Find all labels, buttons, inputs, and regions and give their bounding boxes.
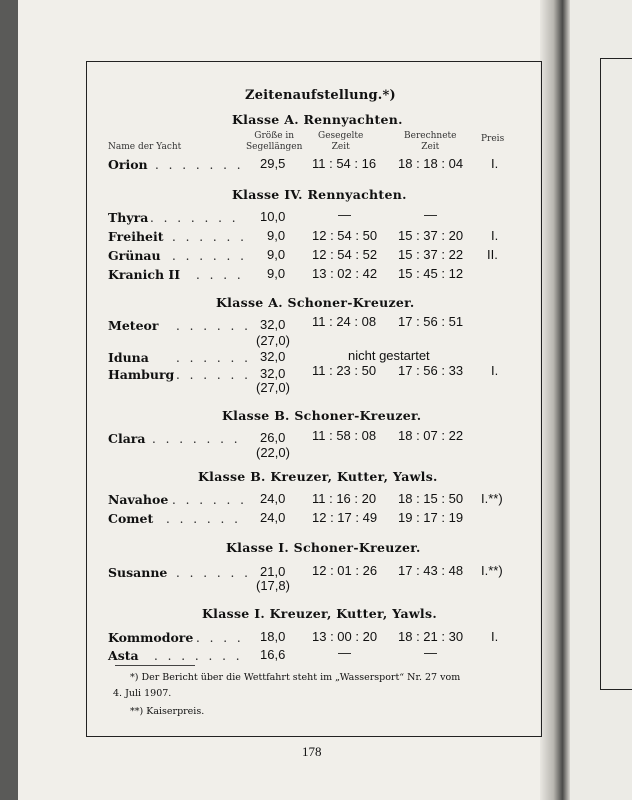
section-heading: Klasse B. Kreuzer, Kutter, Yawls.: [198, 469, 438, 484]
prize: I.: [491, 228, 499, 243]
size-value: 21,0: [260, 564, 286, 579]
leader-dots: . . . . . .: [176, 351, 251, 365]
calculated-time: 15 : 45 : 12: [398, 266, 464, 281]
footnote-1: *) Der Bericht über die Wettfahrt steht im „Wassersport“ Nr. 27 vom: [130, 672, 461, 683]
sailed-time: 11 : 24 : 08: [312, 314, 377, 329]
page-number: 178: [302, 744, 322, 759]
yacht-name: Grünau: [108, 248, 161, 263]
prize: I.**): [481, 563, 503, 578]
column-header-preis: Preis: [481, 134, 505, 144]
page-title: Zeitenaufstellung.*): [245, 88, 396, 103]
size-value: 29,5: [260, 156, 286, 171]
column-header-berechnete-zeit: Berechnete Zeit: [404, 131, 457, 152]
calculated-time: —: [424, 645, 437, 660]
sailed-time: 12 : 54 : 50: [312, 228, 378, 243]
leader-dots: . . . . . .: [176, 368, 251, 382]
not-started-note: nicht gestartet: [348, 348, 430, 363]
calculated-time: 18 : 21 : 30: [398, 629, 464, 644]
calculated-time: 15 : 37 : 22: [398, 247, 464, 262]
sailed-time: 13 : 02 : 42: [312, 266, 378, 281]
yacht-name: Freiheit: [108, 229, 164, 244]
size-value: 26,0: [260, 430, 286, 445]
size-value: 10,0: [260, 209, 286, 224]
footnote-rule: [115, 665, 195, 666]
sailed-time: 11 : 23 : 50: [312, 363, 377, 378]
yacht-name: Meteor: [108, 318, 159, 333]
sailed-time: 13 : 00 : 20: [312, 629, 378, 644]
yacht-name: Hamburg: [108, 367, 175, 382]
facing-page-edge: [570, 0, 632, 800]
yacht-name: Susanne: [108, 565, 168, 580]
size-value: 24,0: [260, 510, 286, 525]
size-value: 16,6: [260, 647, 286, 662]
calculated-time: 18 : 18 : 04: [398, 156, 464, 171]
prize: II.: [487, 247, 498, 262]
leader-dots: . . . . . . .: [152, 432, 241, 446]
size-value: 9,0: [267, 247, 286, 262]
size-value: 32,0: [260, 349, 286, 364]
prize: I.: [491, 363, 499, 378]
leader-dots: . . . . . . .: [154, 649, 243, 663]
yacht-name: Asta: [108, 648, 139, 663]
yacht-name: Comet: [108, 511, 154, 526]
sailed-time: —: [338, 207, 351, 222]
calculated-time: —: [424, 207, 437, 222]
leader-dots: . . . .: [196, 268, 244, 282]
scan-edge-left: [0, 0, 18, 800]
size-value-secondary: (17,8): [256, 578, 290, 593]
yacht-name: Clara: [108, 431, 146, 446]
leader-dots: . . . . . .: [172, 249, 247, 263]
sailed-time: 12 : 01 : 26: [312, 563, 378, 578]
yacht-name: Navahoe: [108, 492, 169, 507]
yacht-name: Thyra: [108, 210, 149, 225]
sailed-time: 11 : 54 : 16: [312, 156, 377, 171]
leader-dots: . . . . . .: [172, 493, 247, 507]
size-value: 32,0: [260, 317, 286, 332]
footnote-2: **) Kaiserpreis.: [130, 706, 205, 717]
size-value: 9,0: [267, 266, 286, 281]
sailed-time: 12 : 17 : 49: [312, 510, 378, 525]
leader-dots: . . . . . . .: [155, 158, 244, 172]
sailed-time: 12 : 54 : 52: [312, 247, 378, 262]
prize: I.**): [481, 491, 503, 506]
section-heading: Klasse B. Schoner-Kreuzer.: [222, 408, 422, 423]
leader-dots: . . . . . .: [172, 230, 247, 244]
leader-dots: . . . . . .: [176, 566, 251, 580]
sailed-time: 11 : 16 : 20: [312, 491, 377, 506]
leader-dots: . . . .: [196, 631, 244, 645]
calculated-time: 15 : 37 : 20: [398, 228, 464, 243]
yacht-name: Iduna: [108, 350, 149, 365]
leader-dots: . . . . . . .: [150, 211, 239, 225]
size-value-secondary: (27,0): [256, 333, 290, 348]
section-heading: Klasse I. Schoner-Kreuzer.: [226, 540, 421, 555]
leader-dots: . . . . . .: [166, 512, 241, 526]
column-header-groesse: Größe in Segellängen: [246, 131, 303, 152]
section-heading: Klasse I. Kreuzer, Kutter, Yawls.: [202, 606, 437, 621]
yacht-name: Kommodore: [108, 630, 194, 645]
facing-page-frame: [600, 58, 632, 690]
section-heading: Klasse A. Rennyachten.: [232, 112, 403, 127]
yacht-name: Orion: [108, 157, 148, 172]
calculated-time: 18 : 15 : 50: [398, 491, 464, 506]
size-value: 9,0: [267, 228, 286, 243]
size-value: 18,0: [260, 629, 286, 644]
sailed-time: —: [338, 645, 351, 660]
section-heading: Klasse A. Schoner-Kreuzer.: [216, 295, 415, 310]
footnote-1-continued: 4. Juli 1907.: [113, 688, 172, 699]
calculated-time: 17 : 43 : 48: [398, 563, 464, 578]
size-value-secondary: (27,0): [256, 380, 290, 395]
yacht-name: Kranich II: [108, 267, 181, 282]
size-value-secondary: (22,0): [256, 445, 290, 460]
column-header-name: Name der Yacht: [108, 142, 182, 152]
prize: I.: [491, 629, 499, 644]
size-value: 32,0: [260, 366, 286, 381]
sailed-time: 11 : 58 : 08: [312, 428, 377, 443]
size-value: 24,0: [260, 491, 286, 506]
leader-dots: . . . . . .: [176, 319, 251, 333]
column-header-gesegelte-zeit: Gesegelte Zeit: [318, 131, 364, 152]
calculated-time: 17 : 56 : 51: [398, 314, 464, 329]
calculated-time: 18 : 07 : 22: [398, 428, 464, 443]
prize: I.: [491, 156, 499, 171]
section-heading: Klasse IV. Rennyachten.: [232, 187, 407, 202]
book-gutter: [540, 0, 570, 800]
calculated-time: 17 : 56 : 33: [398, 363, 464, 378]
calculated-time: 19 : 17 : 19: [398, 510, 464, 525]
